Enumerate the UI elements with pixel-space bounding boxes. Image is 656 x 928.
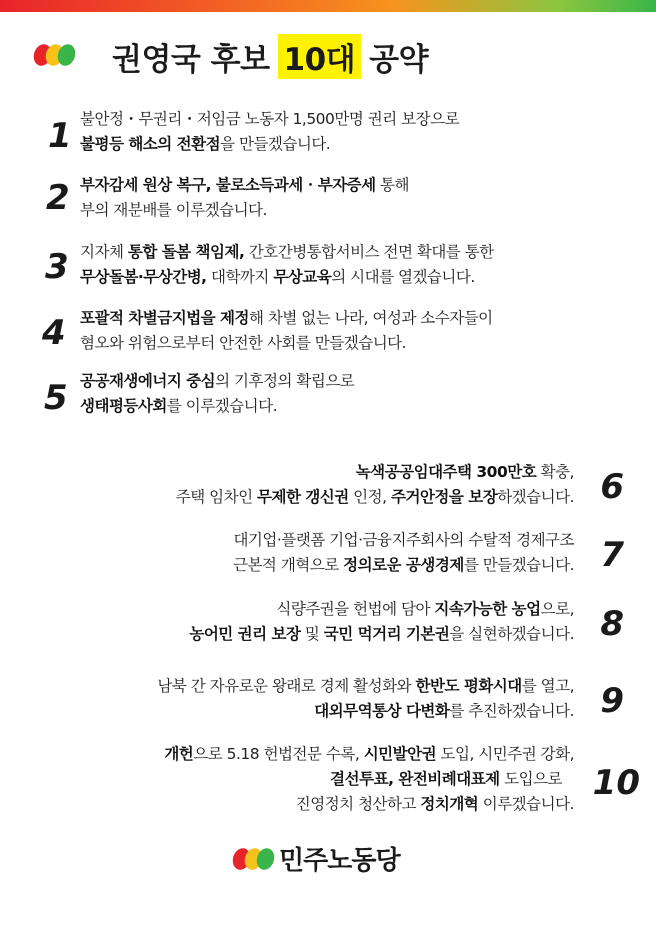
pledge-number: 1: [48, 116, 72, 156]
pledge-number: 8: [600, 604, 624, 644]
pledge-number: 4: [42, 313, 66, 353]
pledge-line-1: [157, 674, 574, 699]
party-name: 민주노동당: [279, 846, 400, 876]
pledge-text-segment: 개헌: [164, 745, 194, 763]
pledge-number: 9: [600, 681, 624, 721]
pledge-text-segment: 포괄적 차별금지법을 제정: [80, 309, 249, 327]
title-candidate: 권영국 후보: [112, 41, 270, 78]
pledge-number: 6: [600, 467, 624, 507]
pledge-text-segment: 불안정・무권리・저임금 노동자 1,500만명 권리 보장으로: [80, 110, 460, 128]
pledge-text-segment: 하겠습니다.: [497, 488, 574, 506]
pledge-text-segment: 를 열고,: [521, 677, 574, 695]
pledge-text-segment: 정치개혁: [420, 795, 479, 813]
pledge-text-segment: 대기업·플랫폼 기업·금융지주회사의 수탈적 경제구조: [233, 531, 574, 549]
pledge-line-1: [233, 528, 574, 553]
pledge-text-segment: 도입, 시민주권 강화,: [436, 745, 574, 763]
pledge-text-segment: 의 시대를 열겠습니다.: [331, 268, 475, 286]
pledge-line-2: [233, 553, 574, 578]
pledge-line-2: [164, 767, 562, 792]
pledge-text-segment: 대학까지: [206, 268, 274, 286]
pledge-text-segment: 를 이루겠습니다.: [166, 397, 278, 415]
pledge-line-2: [189, 622, 574, 647]
top-gradient-bar: [0, 0, 656, 12]
pledge-text-segment: 시민발안권: [363, 745, 437, 763]
pledge-7: [232, 528, 624, 578]
pledge-9: [157, 674, 624, 724]
pledge-3: [45, 240, 494, 290]
pledge-line-1: [80, 240, 494, 265]
pledge-line-2: [80, 198, 409, 223]
party-logo-icon: [34, 44, 70, 66]
pledge-text-segment: 를 만들겠습니다.: [463, 556, 574, 574]
pledge-text-segment: 한반도 평화시대: [415, 677, 522, 695]
pledge-number: 10: [592, 763, 640, 803]
pledge-text-segment: 도입으로: [499, 770, 562, 788]
pledge-text-segment: 불평등 해소의 전환점: [80, 135, 221, 153]
pledge-text-segment: 식량주권을 헌법에 담아: [276, 600, 435, 618]
pledge-line-1: [164, 742, 574, 767]
pledge-text-segment: 무제한 갱신권: [257, 488, 349, 506]
pledge-text-segment: 지속가능한 농업: [434, 600, 541, 618]
pledge-text-segment: 으로 5.18 헌법전문 수록,: [193, 745, 364, 763]
pledge-text-segment: 생태평등사회: [80, 397, 167, 415]
pledge-2: [46, 173, 409, 223]
pledge-text-segment: 진영정치 청산하고: [295, 795, 421, 813]
pledge-text-segment: 부자증세: [317, 176, 376, 194]
pledge-text-segment: 무상돌봄·무상간병,: [80, 268, 207, 286]
pledge-line-3: [164, 792, 574, 817]
pledge-text-segment: 을 실현하겠습니다.: [449, 625, 574, 643]
pledge-text-segment: 녹색공공임대주택 300만호: [355, 463, 537, 481]
pledge-4: [42, 306, 493, 356]
pledge-6: [175, 460, 624, 510]
pledge-text-segment: 국민 먹거리 기본권: [323, 625, 450, 643]
pledge-number: 5: [44, 378, 68, 418]
pledge-line-2: [157, 699, 574, 724]
pledge-text-segment: 통합 돌봄 책임제,: [127, 243, 245, 261]
pledge-text-segment: 의 기후정의 확립으로: [215, 372, 355, 390]
pledge-5: [44, 369, 355, 419]
pledge-number: 2: [46, 178, 70, 218]
pledge-text-segment: 주거안정을 보장: [390, 488, 498, 506]
pledge-text-segment: 농어민 권리 보장: [189, 625, 301, 643]
pledge-text-segment: 부자감세 원상 복구, 불로소득과세: [80, 176, 303, 194]
pledge-text-segment: 으로,: [540, 600, 574, 618]
pledge-text-segment: 확충,: [536, 463, 574, 481]
pledge-text-segment: 주택 임차인: [175, 488, 257, 506]
pledge-text-segment: 근본적 개혁으로: [232, 556, 344, 574]
pledge-text-segment: 결선투표, 완전비례대표제: [330, 770, 500, 788]
pledge-text-segment: 대외무역통상 다변화: [314, 702, 450, 720]
pledge-line-1: [80, 107, 459, 132]
pledge-text-segment: 정의로운 공생경제: [343, 556, 464, 574]
pledge-text-segment: 을 만들겠습니다.: [220, 135, 331, 153]
pledge-text-segment: 간호간병통합서비스 전면 확대를 통한: [244, 243, 494, 261]
pledge-1: [48, 107, 460, 157]
party-logo-icon: [233, 848, 269, 870]
pledge-text-segment: 무상교육: [273, 268, 332, 286]
page-title: [112, 32, 428, 80]
pledge-text-segment: 해 차별 없는 나라, 여성과 소수자들이: [249, 309, 493, 327]
pledge-line-1: [80, 369, 354, 394]
pledge-number: 3: [45, 247, 69, 287]
title-highlight: 10대: [278, 34, 362, 79]
title-suffix: 공약: [369, 41, 429, 78]
pledge-line-2: [80, 132, 459, 157]
pledge-text-segment: 통해: [375, 176, 409, 194]
pledge-text-segment: 남북 간 자유로운 왕래로 경제 활성화와: [157, 677, 416, 695]
pledge-text-segment: 지자체: [80, 243, 128, 261]
pledge-text-segment: 를 추진하겠습니다.: [449, 702, 574, 720]
pledge-text-segment: 이루겠습니다.: [478, 795, 574, 813]
pledge-line-2: [176, 485, 574, 510]
pledge-8: [189, 597, 624, 647]
pledge-text-segment: 인정,: [348, 488, 391, 506]
pledge-line-1: [80, 306, 493, 331]
pledge-line-2: [80, 331, 493, 356]
pledge-10: [164, 742, 640, 817]
pledge-text-segment: 부의 재분배를 이루겠습니다.: [80, 201, 267, 219]
pledge-line-2: [80, 394, 354, 419]
pledge-line-1: [176, 460, 574, 485]
pledge-text-segment: 공공재생에너지 중심: [80, 372, 216, 390]
pledge-line-1: [189, 597, 574, 622]
pledge-line-2: [80, 265, 494, 290]
pledge-text-segment: 혐오와 위험으로부터 안전한 사회를 만들겠습니다.: [80, 334, 407, 352]
pledge-number: 7: [600, 535, 624, 575]
pledge-line-1: [80, 173, 409, 198]
pledge-text-segment: 및: [300, 625, 324, 643]
party-footer-logo: [233, 840, 400, 877]
pledge-text-segment: ・: [302, 176, 318, 194]
